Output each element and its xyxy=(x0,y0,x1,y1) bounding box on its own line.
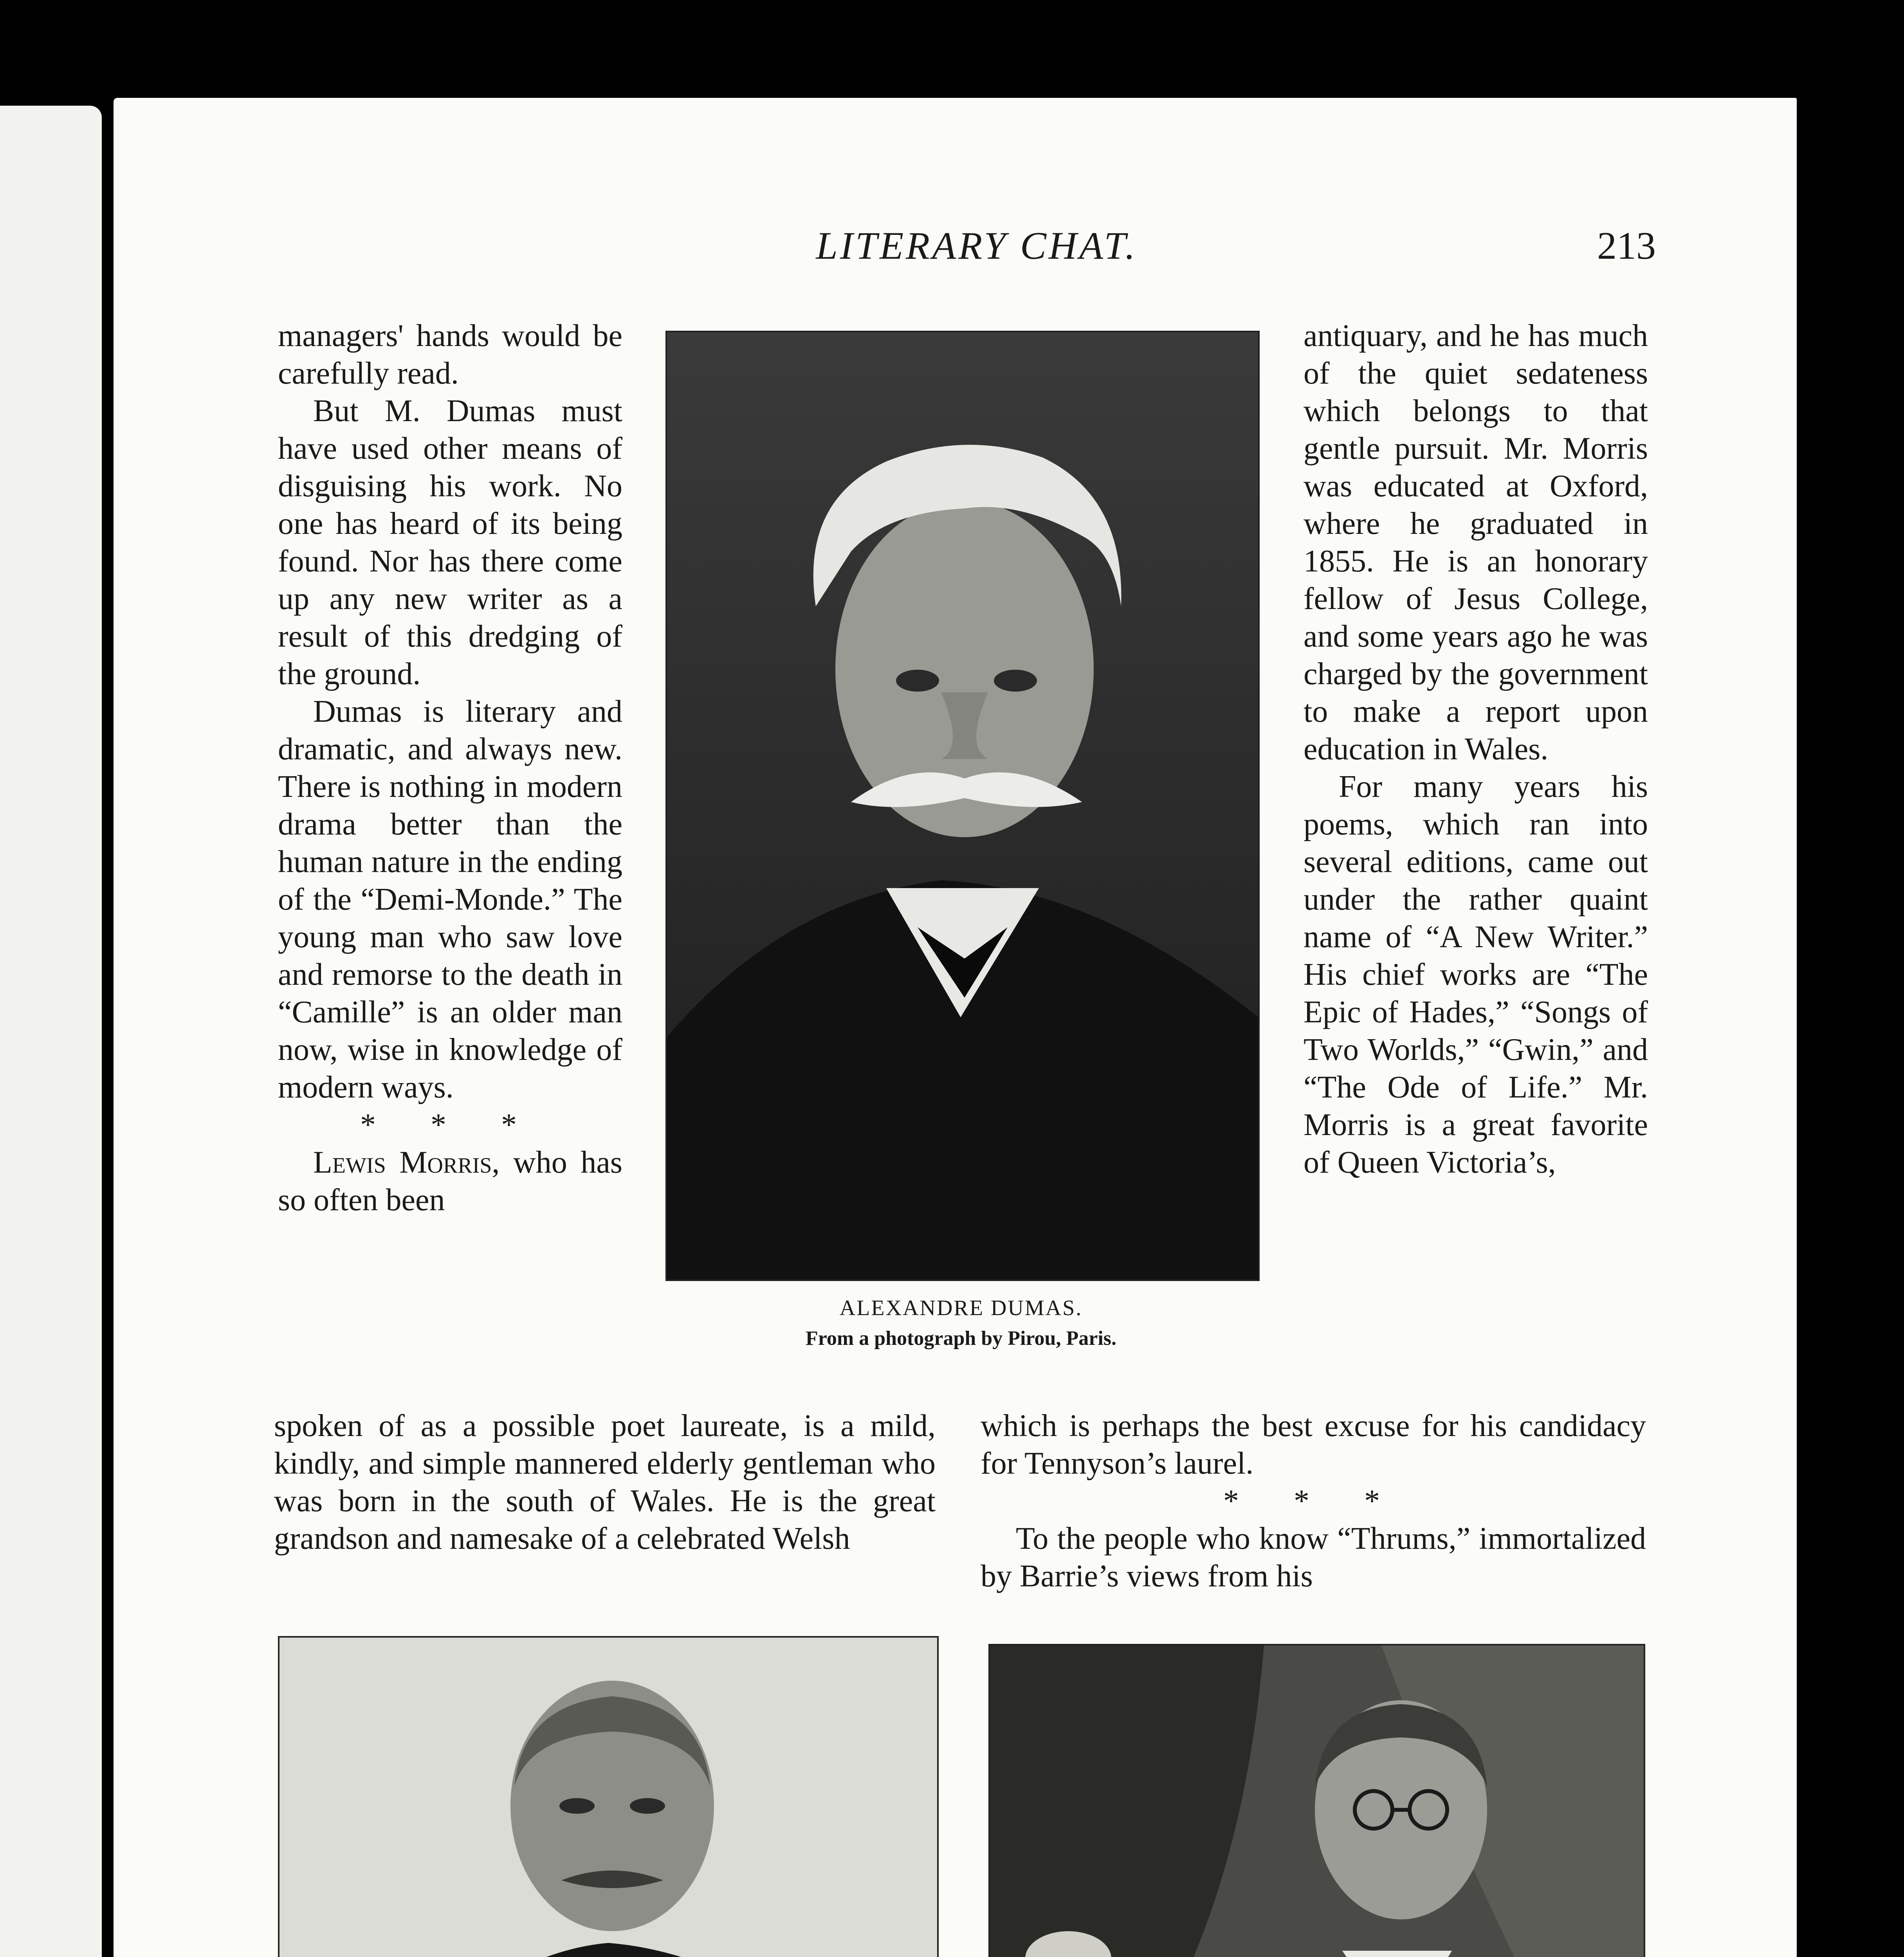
left-paragraph-1: managers' hands would be carefully read. xyxy=(278,319,622,391)
page-number: 213 xyxy=(1597,224,1656,267)
riley-portrait-image xyxy=(990,1645,1644,1957)
left-paragraph-3: Dumas is literary and dramatic, and always new. There is nothing in modern drama better than the human nature in the ending of the “Demi-Monde.” The young man who saw love and remorse to the death in “Camille” is an older man now, wise in knowledge of modern ways. xyxy=(278,694,622,1105)
wide-left-column xyxy=(274,1407,936,1557)
morris-portrait-image xyxy=(279,1638,937,1957)
dumas-caption-credit: From a photograph by Pirou, Paris. xyxy=(805,1327,1116,1350)
lewis-morris-lead: Lewis Morris, xyxy=(313,1145,500,1180)
facing-page-edge xyxy=(0,106,102,1957)
left-paragraph-4 xyxy=(278,1144,622,1219)
left-paragraph-2: But M. Dumas must have used other means of disguising his work. No one has heard of its being found. Nor has there come up any new writer as a result of this dredging of the ground. xyxy=(278,394,622,691)
wide-right-paragraph-2: To the people who know “Thrums,” immortalized by Barrie’s views from his xyxy=(981,1521,1646,1593)
dumas-caption-name: ALEXANDRE DUMAS. xyxy=(839,1296,1083,1320)
running-head: LITERARY CHAT. xyxy=(816,224,1138,267)
morris-portrait xyxy=(278,1636,939,1957)
wide-right-paragraph-1: which is perhaps the best excuse for his candidacy for Tennyson’s laurel. xyxy=(981,1409,1646,1481)
dumas-portrait xyxy=(665,331,1260,1281)
wide-right-column xyxy=(981,1407,1646,1595)
right-column xyxy=(1304,317,1648,1181)
riley-portrait xyxy=(988,1644,1645,1957)
dumas-portrait-image xyxy=(667,332,1258,1279)
wide-left-paragraph: spoken of as a possible poet laureate, is a mild, kindly, and simple mannered elderly gentleman who was born in the south of Wales. He is the great grandson and namesake of a celebrated Welsh xyxy=(274,1409,936,1556)
section-break: * * * xyxy=(360,1108,540,1142)
left-column xyxy=(278,317,622,1219)
right-paragraph-1: antiquary, and he has much of the quiet sedateness which belongs to that gentle pursuit. Mr. Morris was educated at Oxford, where he graduated in 1855. He is an honorary fellow of Jesus College, and some years ago he was charged by the government to make a report upon education in Wales. xyxy=(1304,319,1648,766)
section-break-2: * * * xyxy=(1223,1484,1403,1518)
right-paragraph-2: For many years his poems, which ran into several editions, came out under the rather quaint name of “A New Writer.” His chief works are “The Epic of Hades,” “Songs of Two Worlds,” “Gwin,” and “The Ode of Life.” Mr. Morris is a great favorite of Queen Victoria’s, xyxy=(1304,769,1648,1180)
left-paragraph-4-text: who has so often been xyxy=(278,1145,622,1217)
